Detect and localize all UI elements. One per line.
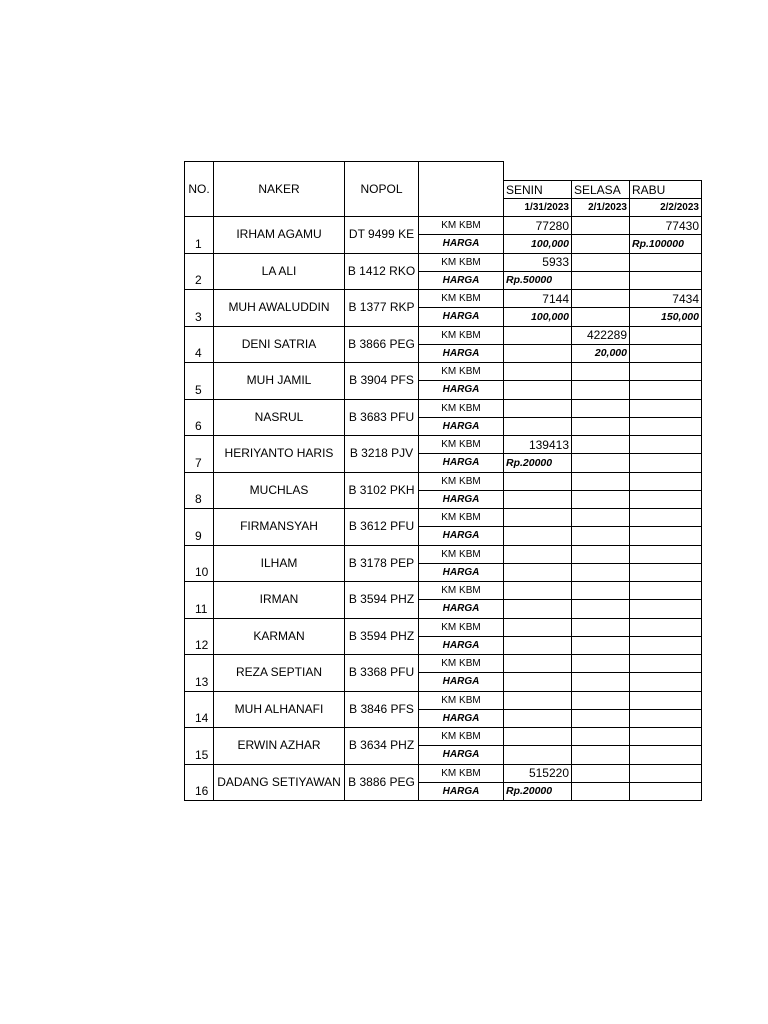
km-cell[interactable]: 77430 [629,216,702,235]
row-label-km: KM KBM [418,472,504,491]
km-cell[interactable]: 5933 [503,253,572,272]
km-cell[interactable] [571,472,630,491]
day-name-3: RABU [629,180,702,199]
km-cell[interactable] [503,654,572,673]
harga-cell[interactable]: Rp.20000 [503,782,572,801]
km-cell[interactable] [629,581,702,600]
row-number: 2 [184,253,214,291]
km-cell[interactable] [571,253,630,272]
row-label-km: KM KBM [418,362,504,381]
row-naker: REZA SEPTIAN [213,654,345,692]
row-number: 5 [184,362,214,400]
km-cell[interactable] [503,691,572,710]
row-naker: IRHAM AGAMU [213,216,345,254]
row-nopol: B 3866 PEG [344,326,419,364]
row-label-harga: HARGA [418,782,504,801]
row-label-km: KM KBM [418,326,504,345]
km-cell[interactable] [503,618,572,637]
harga-cell[interactable] [629,745,702,764]
row-naker: KARMAN [213,618,345,656]
row-number: 13 [184,654,214,692]
km-cell[interactable]: 515220 [503,764,572,783]
harga-cell[interactable] [503,490,572,509]
row-label-km: KM KBM [418,289,504,308]
harga-cell[interactable] [503,417,572,436]
row-number: 14 [184,691,214,729]
row-label-km: KM KBM [418,581,504,600]
row-number: 1 [184,216,214,254]
row-number: 15 [184,727,214,765]
km-cell[interactable] [629,691,702,710]
km-cell[interactable] [571,727,630,746]
row-nopol: B 1412 RKO [344,253,419,291]
row-nopol: B 3218 PJV [344,435,419,473]
row-label-km: KM KBM [418,545,504,564]
row-nopol: B 3178 PEP [344,545,419,583]
harga-cell[interactable] [503,526,572,545]
row-nopol: B 3886 PEG [344,764,419,802]
km-cell[interactable] [503,508,572,527]
row-label-km: KM KBM [418,216,504,235]
harga-cell[interactable] [629,782,702,801]
harga-cell[interactable] [571,745,630,764]
km-cell[interactable] [571,289,630,308]
km-cell[interactable] [629,508,702,527]
row-label-harga: HARGA [418,271,504,290]
harga-cell[interactable] [571,417,630,436]
km-cell[interactable] [571,435,630,454]
harga-cell[interactable]: 100,000 [503,307,572,326]
harga-cell[interactable] [503,380,572,399]
harga-cell[interactable] [629,599,702,618]
km-cell[interactable] [629,326,702,345]
harga-cell[interactable] [629,271,702,290]
row-label-harga: HARGA [418,417,504,436]
harga-cell[interactable] [629,636,702,655]
harga-cell[interactable] [629,490,702,509]
harga-cell[interactable] [503,563,572,582]
row-label-harga: HARGA [418,526,504,545]
row-label-km: KM KBM [418,654,504,673]
km-cell[interactable] [629,399,702,418]
row-label-harga: HARGA [418,307,504,326]
day-name-1: SENIN [503,180,572,199]
harga-cell[interactable] [571,234,630,253]
harga-cell[interactable] [629,709,702,728]
harga-cell[interactable] [629,453,702,472]
harga-cell[interactable] [571,490,630,509]
row-naker: ILHAM [213,545,345,583]
km-cell[interactable] [503,727,572,746]
row-label-km: KM KBM [418,764,504,783]
harga-cell[interactable] [629,380,702,399]
row-nopol: B 3594 PHZ [344,618,419,656]
harga-cell[interactable] [571,636,630,655]
harga-cell[interactable] [503,636,572,655]
row-number: 12 [184,618,214,656]
row-naker: MUCHLAS [213,472,345,510]
row-naker: MUH JAMIL [213,362,345,400]
km-cell[interactable] [571,764,630,783]
km-cell[interactable]: 139413 [503,435,572,454]
km-cell[interactable] [503,545,572,564]
harga-cell[interactable]: Rp.50000 [503,271,572,290]
day-name-2: SELASA [571,180,630,199]
row-nopol: B 3594 PHZ [344,581,419,619]
km-cell[interactable]: 7434 [629,289,702,308]
km-cell[interactable] [503,326,572,345]
harga-cell[interactable] [629,563,702,582]
km-cell[interactable] [503,399,572,418]
harga-cell[interactable] [629,526,702,545]
harga-cell[interactable] [571,563,630,582]
row-nopol: B 3683 PFU [344,399,419,437]
row-label-km: KM KBM [418,618,504,637]
day-date-2: 2/1/2023 [571,198,630,217]
row-label-km: KM KBM [418,727,504,746]
row-naker: ERWIN AZHAR [213,727,345,765]
harga-cell[interactable] [571,307,630,326]
row-naker: MUH ALHANAFI [213,691,345,729]
row-nopol: B 3904 PFS [344,362,419,400]
harga-cell[interactable] [629,344,702,363]
row-naker: DADANG SETIYAWAN [213,764,345,802]
row-naker: IRMAN [213,581,345,619]
day-date-1: 1/31/2023 [503,198,572,217]
harga-cell[interactable] [503,599,572,618]
harga-cell[interactable] [571,526,630,545]
harga-cell[interactable] [571,380,630,399]
km-cell[interactable] [629,435,702,454]
row-label-harga: HARGA [418,709,504,728]
harga-cell[interactable] [571,782,630,801]
row-number: 9 [184,508,214,546]
row-number: 10 [184,545,214,583]
km-cell[interactable] [571,399,630,418]
row-label-km: KM KBM [418,691,504,710]
km-cell[interactable] [503,472,572,491]
harga-cell[interactable] [503,709,572,728]
km-cell[interactable] [629,545,702,564]
row-naker: MUH AWALUDDIN [213,289,345,327]
harga-cell[interactable] [503,344,572,363]
row-label-harga: HARGA [418,490,504,509]
header-nopol: NOPOL [344,161,419,217]
km-cell[interactable] [503,362,572,381]
row-label-harga: HARGA [418,234,504,253]
row-label-km: KM KBM [418,399,504,418]
row-nopol: B 3368 PFU [344,654,419,692]
harga-cell[interactable] [571,709,630,728]
header-naker: NAKER [213,161,345,217]
row-label-harga: HARGA [418,672,504,691]
row-label-harga: HARGA [418,453,504,472]
harga-cell[interactable]: Rp.100000 [629,234,702,253]
km-cell[interactable] [571,362,630,381]
harga-cell[interactable]: Rp.20000 [503,453,572,472]
row-label-harga: HARGA [418,344,504,363]
km-cell[interactable]: 7144 [503,289,572,308]
km-cell[interactable]: 422289 [571,326,630,345]
km-cell[interactable] [629,472,702,491]
harga-cell[interactable]: 100,000 [503,234,572,253]
km-cell[interactable] [629,727,702,746]
harga-cell[interactable] [629,417,702,436]
row-naker: HERIYANTO HARIS [213,435,345,473]
km-cell[interactable] [571,545,630,564]
harga-cell[interactable] [571,599,630,618]
harga-cell[interactable]: 150,000 [629,307,702,326]
harga-cell[interactable] [571,453,630,472]
row-number: 7 [184,435,214,473]
row-label-km: KM KBM [418,508,504,527]
row-naker: LA ALI [213,253,345,291]
row-label-km: KM KBM [418,435,504,454]
km-cell[interactable] [571,216,630,235]
header-label-blank [418,161,504,217]
row-nopol: B 3634 PHZ [344,727,419,765]
km-cell[interactable]: 77280 [503,216,572,235]
row-naker: DENI SATRIA [213,326,345,364]
row-number: 16 [184,764,214,802]
km-cell[interactable] [629,362,702,381]
row-nopol: B 3102 PKH [344,472,419,510]
km-cell[interactable] [571,654,630,673]
day-date-3: 2/2/2023 [629,198,702,217]
row-nopol: B 1377 RKP [344,289,419,327]
row-number: 6 [184,399,214,437]
row-number: 11 [184,581,214,619]
harga-cell[interactable] [503,672,572,691]
row-naker: FIRMANSYAH [213,508,345,546]
row-label-harga: HARGA [418,563,504,582]
harga-cell[interactable] [571,672,630,691]
row-number: 3 [184,289,214,327]
row-label-harga: HARGA [418,745,504,764]
row-label-harga: HARGA [418,380,504,399]
km-cell[interactable] [571,581,630,600]
km-cell[interactable] [571,618,630,637]
km-cell[interactable] [571,508,630,527]
row-nopol: DT 9499 KE [344,216,419,254]
row-label-km: KM KBM [418,253,504,272]
km-cell[interactable] [629,253,702,272]
harga-cell[interactable]: 20,000 [571,344,630,363]
harga-cell[interactable] [503,745,572,764]
header-no: NO. [184,161,214,217]
harga-cell[interactable] [629,672,702,691]
km-cell[interactable] [629,618,702,637]
row-number: 8 [184,472,214,510]
harga-cell[interactable] [571,271,630,290]
km-cell[interactable] [503,581,572,600]
km-cell[interactable] [629,764,702,783]
row-label-harga: HARGA [418,599,504,618]
row-number: 4 [184,326,214,364]
row-label-harga: HARGA [418,636,504,655]
km-cell[interactable] [571,691,630,710]
row-nopol: B 3846 PFS [344,691,419,729]
row-nopol: B 3612 PFU [344,508,419,546]
row-naker: NASRUL [213,399,345,437]
km-cell[interactable] [629,654,702,673]
